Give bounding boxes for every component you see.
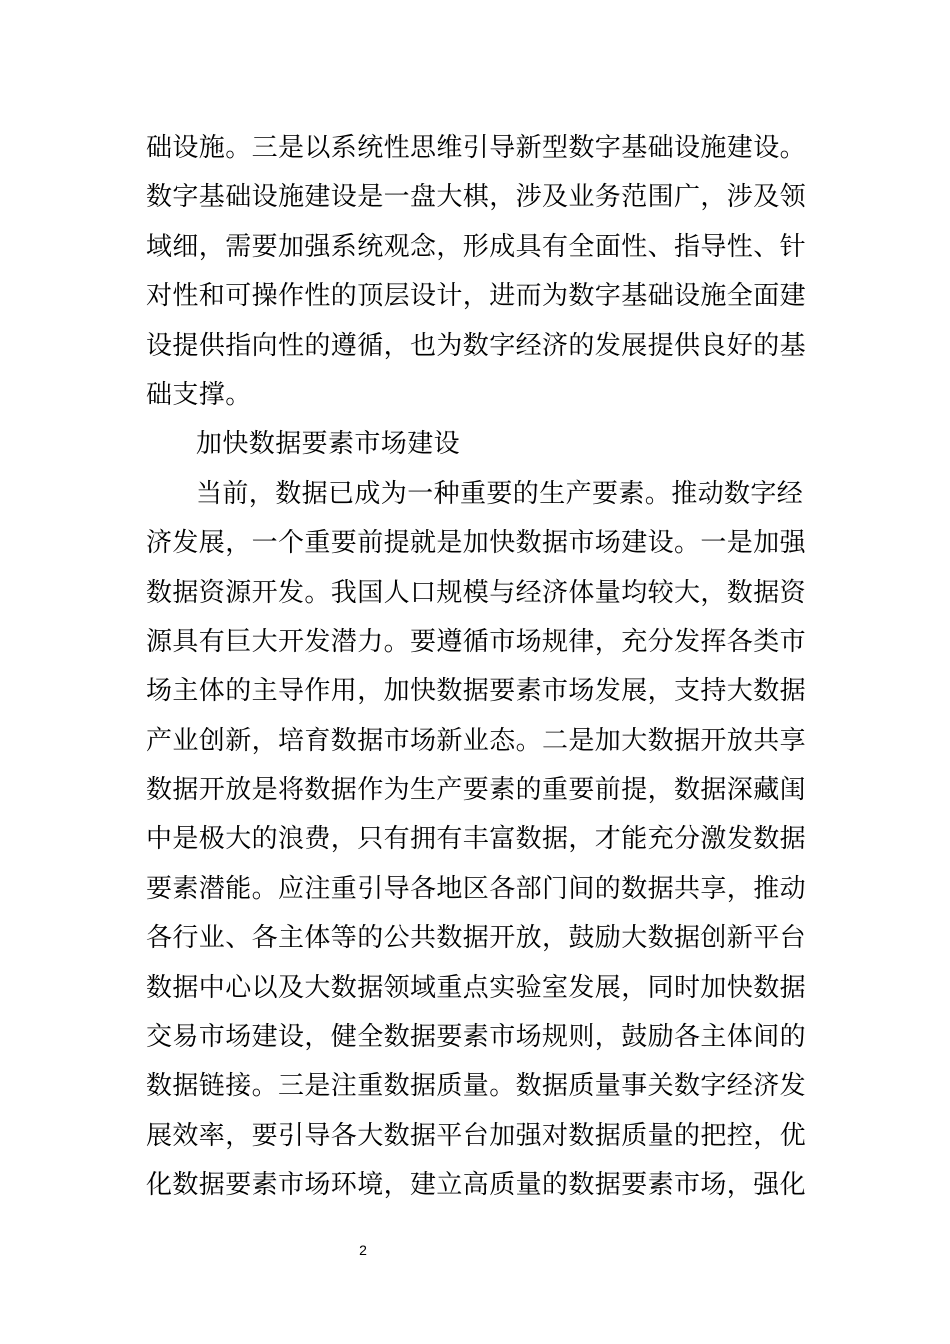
- text-line: 要素潜能。应注重引导各地区各部门间的数据共享，推动: [146, 873, 807, 904]
- text-line: 数据链接。三是注重数据质量。数据质量事关数字经济发: [146, 1071, 807, 1102]
- page-number: 2: [359, 1242, 367, 1258]
- text-line: 础支撑。: [146, 379, 252, 410]
- section-heading: 加快数据要素市场建设: [196, 429, 461, 460]
- text-line: 数字基础设施建设是一盘大棋，涉及业务范围广，涉及领: [146, 182, 807, 213]
- text-line: 当前，数据已成为一种重要的生产要素。推动数字经: [196, 478, 804, 509]
- text-line: 础设施。三是以系统性思维引导新型数字基础设施建设。: [146, 133, 807, 163]
- text-line: 交易市场建设，健全数据要素市场规则，鼓励各主体间的: [146, 1022, 807, 1053]
- body-text: [146, 124, 810, 1211]
- text-line: 中是极大的浪费，只有拥有丰富数据，才能充分激发数据: [146, 824, 807, 855]
- text-line: 场主体的主导作用，加快数据要素市场发展，支持大数据: [146, 676, 807, 707]
- text-line: 数据开放是将数据作为生产要素的重要前提，数据深藏闺: [146, 775, 807, 806]
- text-line: 数据资源开发。我国人口规模与经济体量均较大，数据资: [146, 577, 807, 608]
- text-line: 数据中心以及大数据领域重点实验室发展，同时加快数据: [146, 972, 807, 1003]
- text-line: 域细，需要加强系统观念，形成具有全面性、指导性、针: [146, 231, 807, 262]
- text-line: 济发展，一个重要前提就是加快数据市场建设。一是加强: [146, 528, 807, 559]
- text-line: 各行业、各主体等的公共数据开放，鼓励大数据创新平台: [146, 923, 807, 954]
- text-line: 对性和可操作性的顶层设计，进而为数字基础设施全面建: [146, 281, 807, 312]
- text-line: 源具有巨大开发潜力。要遵循市场规律，充分发挥各类市: [146, 626, 807, 657]
- text-line: 展效率，要引导各大数据平台加强对数据质量的把控，优: [146, 1120, 807, 1151]
- text-line: 产业创新，培育数据市场新业态。二是加大数据开放共享: [146, 725, 807, 756]
- text-line: 化数据要素市场环境，建立高质量的数据要素市场，强化: [146, 1170, 807, 1201]
- text-line: 设提供指向性的遵循，也为数字经济的发展提供良好的基: [146, 330, 807, 361]
